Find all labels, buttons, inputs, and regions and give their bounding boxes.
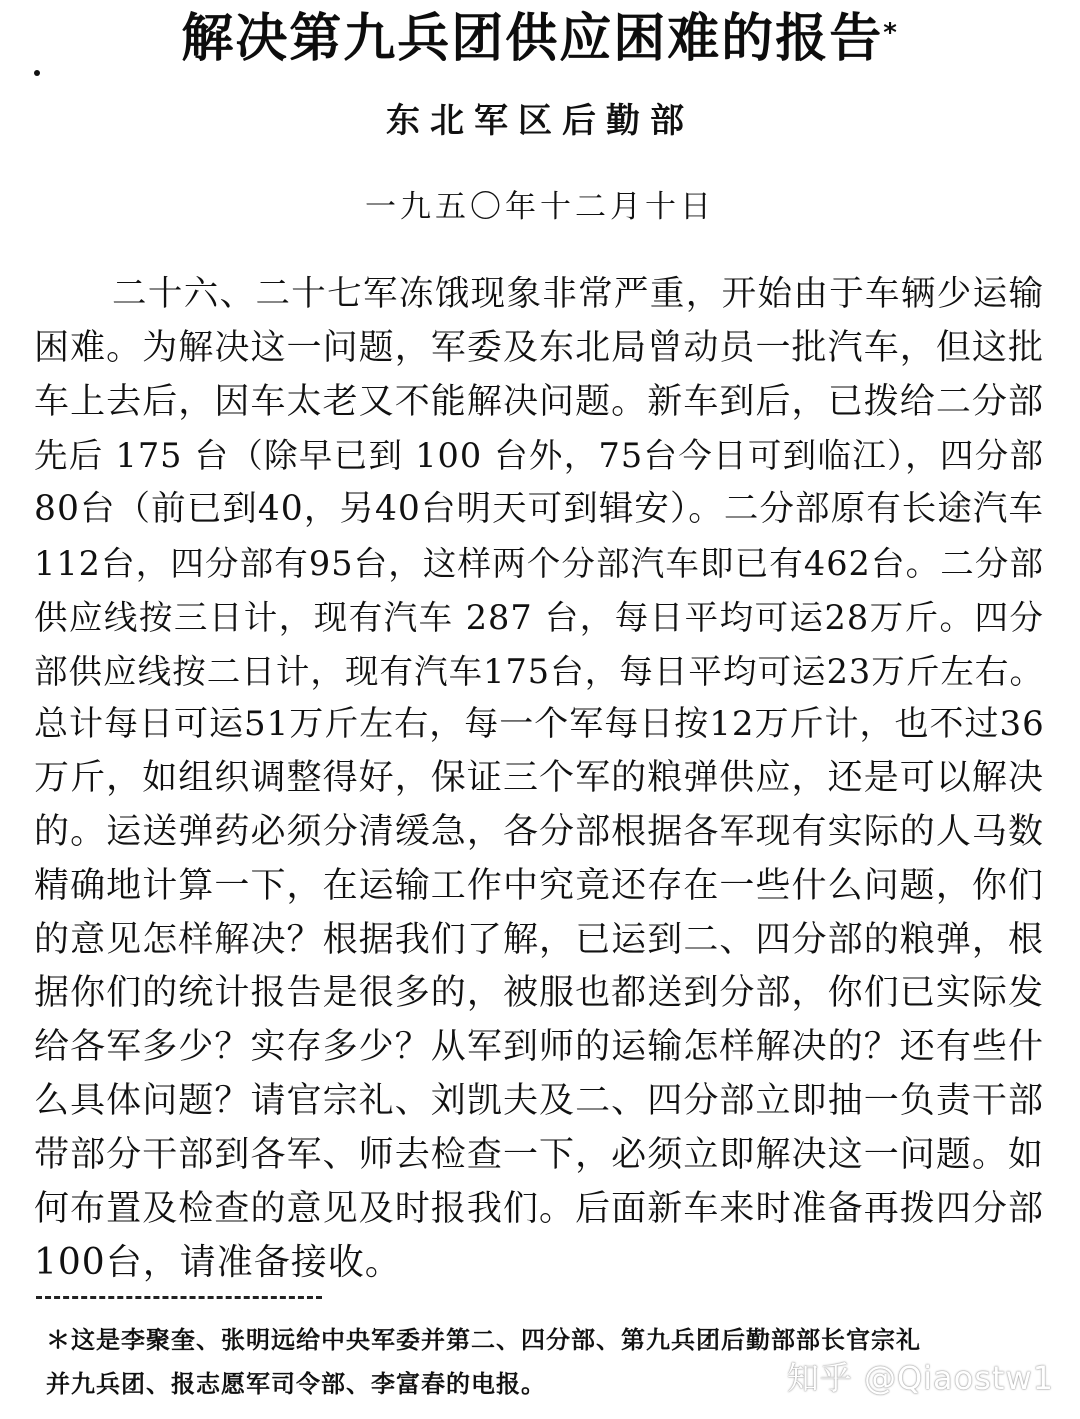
watermark: 知乎 @Qiaostw1 (786, 1359, 1054, 1397)
body-line: 的意见怎样解决？根据我们了解，已运到二、四分部的粮弹，根 (34, 919, 1044, 960)
body-line: 据你们的统计报告是很多的，被服也都送到分部，你们已实际发 (34, 973, 1044, 1014)
body-line: 困难。为解决这一问题，军委及东北局曾动员一批汽车，但这批 (34, 327, 1044, 368)
body-line: 车上去后，因车太老又不能解决问题。新车到后，已拨给二分部 (34, 381, 1044, 422)
document-author: 东北军区后勤部 (386, 101, 694, 141)
document-date: 一九五〇年十二月十日 (365, 189, 715, 225)
body-line: 80台（前已到40，另40台明天可到辑安）。二分部原有长途汽车 (34, 489, 1044, 530)
body-line: 么具体问题？请官宗礼、刘凯夫及二、四分部立即抽一负责干部 (34, 1080, 1044, 1121)
ink-dot (34, 70, 40, 76)
body-line: 100台，请准备接收。 (34, 1242, 402, 1284)
body-line: 部供应线按二日计，现有汽车175台，每日平均可运23万斤左右。 (34, 651, 1044, 691)
footnote-line: 并九兵团、报志愿军司令部、李富春的电报。 (46, 1370, 546, 1398)
footnote-marker: * (883, 18, 899, 48)
body-line: 万斤，如组织调整得好，保证三个军的粮弹供应，还是可以解决 (34, 758, 1044, 799)
body-line: 二十六、二十七军冻饿现象非常严重，开始由于车辆少运输 (112, 274, 1044, 314)
body-line: 何布置及检查的意见及时报我们。后面新车来时准备再拨四分部 (34, 1188, 1044, 1229)
document-title (0, 4, 1080, 74)
title-text: 解决第九兵团供应困难的报告 (181, 9, 884, 69)
footnote-divider (36, 1296, 322, 1299)
body-line: 精确地计算一下，在运输工作中究竟还存在一些什么问题，你们 (34, 865, 1044, 906)
body-line: 112台，四分部有95台，这样两个分部汽车即已有462台。二分部 (34, 543, 1044, 583)
body-line: 给各军多少？实存多少？从军到师的运输怎样解决的？还有些什 (34, 1027, 1044, 1068)
footnote-line: ＊这是李聚奎、张明远给中央军委并第二、四分部、第九兵团后勤部部长官宗礼 (46, 1326, 921, 1354)
body-line: 带部分干部到各军、师去检查一下，必须立即解决这一问题。如 (34, 1134, 1044, 1175)
document-body (34, 268, 1044, 1290)
body-line: 先后 175 台（除早已到 100 台外，75台今日可到临江），四分部 (34, 436, 1044, 476)
body-line: 总计每日可运51万斤左右，每一个军每日按12万斤计，也不过36 (34, 704, 1045, 745)
body-line: 供应线按三日计，现有汽车 287 台，每日平均可运28万斤。四分 (34, 597, 1044, 637)
body-line: 的。运送弹药必须分清缓急，各分部根据各军现有实际的人马数 (34, 811, 1044, 852)
